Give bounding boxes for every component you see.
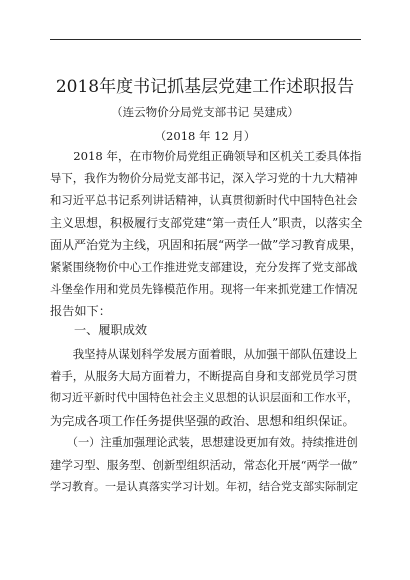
text-line: 彻习近平新时代中国特色社会主义思想的认识层面和工作水平， [50,391,358,405]
text-line: 建学习型、服务型、创新型组织活动，常态化开展“两学一做” [50,458,358,473]
text-line: 斗堡垒作用和党员先锋模范作用。现将一年来抓党建工作情况 [50,282,358,297]
text-line: （一）注重加强理论武装，思想建设更加有效。持续推进创 [50,436,358,449]
text-line: 紧紧围绕物价中心工作推进党支部建设，充分发挥了党支部战 [50,259,358,274]
header-rule [50,39,361,40]
text-line: 我坚持从谋划科学发展方面着眼，从加强干部队伍建设上 [50,347,358,361]
text-line: 学习教育。一是认真落实学习计划。年初，结合党支部实际制定 [50,480,358,494]
document-subtitle: （连云物价分局党支部书记 吴建成） [111,105,299,119]
text-line: 2018 年，在市物价局党组正确领导和区机关工委具体指 [50,149,362,163]
document-title: 2018年度书记抓基层党建工作述职报告 [55,77,355,97]
document-date: （2018 年 12 月） [154,129,256,143]
text-line: 为完成各项工作任务提供坚强的政治、思想和组织保证。 [50,413,355,428]
text-line: 着手，从服务大局方面着力，不断提高自身和支部党员学习贯 [50,369,358,384]
text-line: 导下，我作为物价分局党支部书记，深入学习党的十九大精神 [50,171,358,186]
intro-paragraph [50,145,362,323]
text-line: 面从严治党为主线，巩固和拓展“两学一做”学习教育成果， [50,237,362,252]
section-heading: 一、履职成效 [74,323,148,337]
text-line: 和习近平总书记系列讲话精神，认真贯彻新时代中国特色社会 [50,193,358,208]
text-line: 主义思想，积极履行支部党建“第一责任人”职责，以落实全 [50,215,362,230]
body-paragraph [50,432,362,499]
text-line: 报告如下： [50,304,111,319]
body-paragraph [50,343,362,432]
